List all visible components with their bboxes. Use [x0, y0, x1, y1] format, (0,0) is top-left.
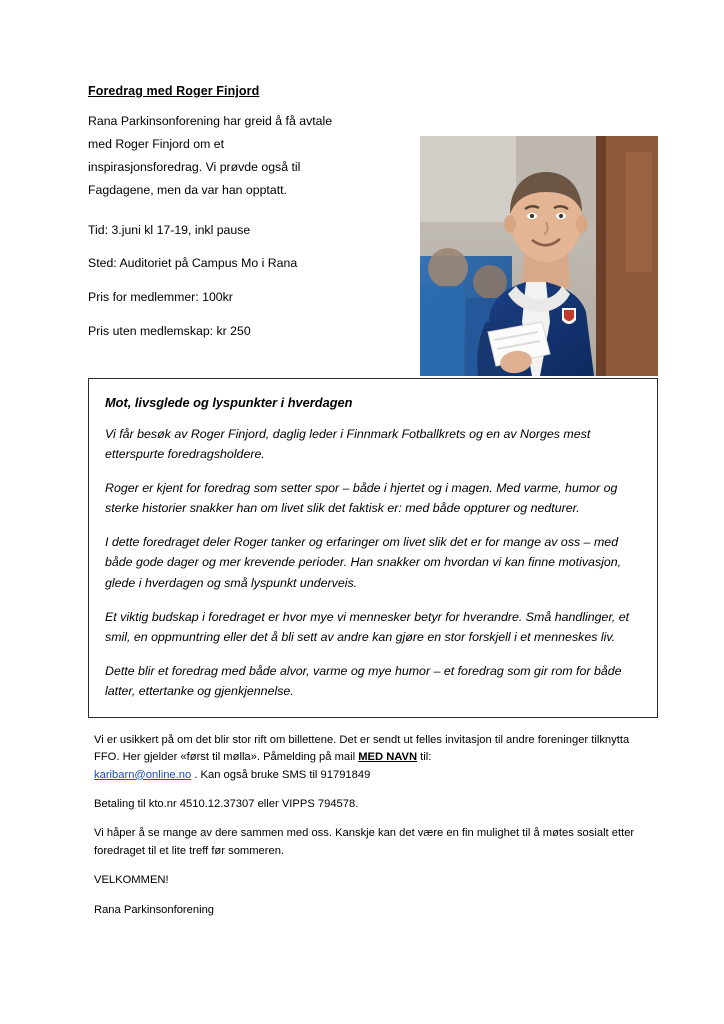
highlight-paragraph-2: Roger er kjent for foredrag som setter spor – både i hjertet og i magen. Med varme, humor og sterke historier snakker han om livet slik det faktisk er: med både oppturer og nedturer. — [105, 481, 618, 516]
speaker-photo — [420, 136, 658, 376]
footer-section — [88, 732, 650, 919]
document-content — [88, 84, 658, 931]
payment-info: Betaling til kto.nr 4510.12.37307 eller VIPPS 794578. — [94, 798, 359, 811]
detail-time: Tid: 3.juni kl 17-19, inkl pause — [88, 222, 251, 237]
intro-line-4: Fagdagene, men da var han opptatt. — [88, 182, 287, 197]
welcome-text: VELKOMMEN! — [94, 874, 169, 887]
page-title: Foredrag med Roger Finjord — [88, 84, 260, 98]
intro-section — [88, 112, 658, 362]
highlight-paragraph-4: Et viktig budskap i foredraget er hvor mye vi mennesker betyr for hverandre. Små handlinger, et smil, en oppmuntring eller det å bli sett av andre kan gjøre en stor forskjell i et menneskes liv. — [105, 609, 630, 644]
intro-line-1: Rana Parkinsonforening har greid å få avtale — [88, 114, 333, 128]
email-link[interactable]: karibarn@online.no — [94, 768, 192, 781]
intro-line-3: inspirasjonsforedrag. Vi prøvde også til — [88, 159, 301, 174]
registration-text-after: til: — [417, 751, 432, 764]
detail-price-members: Pris for medlemmer: 100kr — [88, 289, 233, 304]
highlight-box — [88, 378, 658, 718]
highlight-paragraph-5: Dette blir et foredrag med både alvor, varme og mye humor – et foredrag som gir rom for både latter, ettertanke og gjenkjennelse. — [105, 663, 622, 698]
sms-info: . Kan også bruke SMS til 91791849 — [191, 768, 371, 781]
registration-text-before: Vi er usikkert på om det blir stor rift om billettene. Det er sendt ut felles invitasjon til andre foreninger tilknytta FFO. Her gjelder «først til mølla». Påmelding på mail — [94, 734, 630, 764]
highlight-paragraph-3: I dette foredraget deler Roger tanker og erfaringer om livet slik det er for mange av oss – med både gode dager og mer krevende perioder. Han snakker om hvordan vi kan finne motivasjon, glede i hverdagen og små lyspunkt underveis. — [105, 535, 622, 590]
registration-emphasis: MED NAVN — [358, 751, 418, 764]
detail-price-nonmembers: Pris uten medlemskap: kr 250 — [88, 323, 251, 338]
intro-line-2: med Roger Finjord om et — [88, 136, 225, 151]
highlight-paragraph-1: Vi får besøk av Roger Finjord, daglig leder i Finnmark Fotballkrets og en av Norges mest etterspurte foredragsholdere. — [105, 427, 591, 462]
highlight-box-title: Mot, livsglede og lyspunkter i hverdagen — [105, 395, 353, 410]
intro-paragraph — [88, 112, 408, 201]
signature: Rana Parkinsonforening — [94, 903, 215, 916]
event-details — [88, 221, 418, 342]
social-info: Vi håper å se mange av dere sammen med oss. Kanskje kan det være en fin mulighet til å møtes sosialt etter foredraget til et lite treff før sommeren. — [94, 827, 635, 857]
detail-place: Sted: Auditoriet på Campus Mo i Rana — [88, 256, 298, 271]
registration-info — [94, 732, 650, 784]
